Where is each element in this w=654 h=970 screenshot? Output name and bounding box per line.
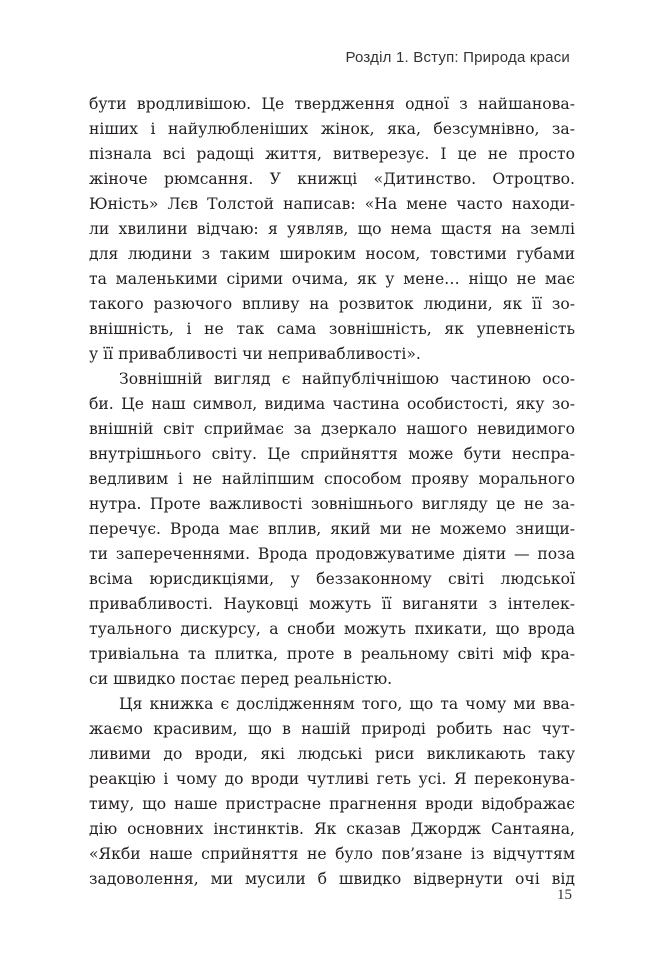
text-line: ніших і найулюбленіших жінок, яка, безсумнівно, за- [89, 120, 575, 138]
text-line: у її привабливості чи непривабливості». [89, 345, 421, 363]
text-line: такого разючого впливу на розвиток людини, як її зо- [89, 295, 575, 313]
text-line: для людини з таким широким носом, товстими губами [89, 245, 575, 263]
text-line: внішність, і не так сама зовнішність, як упевненість [89, 320, 575, 338]
text-line: реакцію і чому до вроди чутливі геть усі. Я переконува- [89, 770, 575, 788]
paragraph [89, 692, 575, 892]
text-line: тривіальна та плитка, проте в реальному світі міф кра- [89, 645, 575, 663]
text-line: ли хвилини відчаю: я уявляв, що нема щастя на землі [89, 220, 575, 238]
text-line: всіма юрисдикціями, у беззаконному світі людської [89, 570, 575, 588]
paragraph [89, 367, 575, 692]
text-line: туального дискурсу, а сноби можуть пхикати, що врода [89, 620, 575, 638]
page-number: 15 [557, 887, 572, 903]
running-head: Розділ 1. Вступ: Природа краси [345, 49, 570, 66]
text-line: бути вродливішою. Це твердження одної з найшанова- [89, 95, 575, 113]
text-line: ти запереченнями. Врода продовжуватиме діяти — поза [89, 545, 575, 563]
text-line: би. Це наш символ, видима частина особистості, яку зо- [89, 395, 575, 413]
text-line: ведливим і не найліпшим способом прояву морального [89, 470, 575, 488]
text-line: дію основних інстинктів. Як сказав Джордж Сантаяна, [89, 820, 575, 838]
text-line: тиму, що наше пристрасне прагнення вроди відображає [89, 795, 575, 813]
text-line: Зовнішній вигляд є найпублічнішою частиною осо- [119, 370, 575, 388]
text-line: Ця книжка є дослідженням того, що та чому ми вва- [119, 695, 575, 713]
text-line: ливими до вроди, які людські риси викликають таку [89, 745, 575, 763]
paragraph [89, 92, 575, 367]
text-line: та маленькими сірими очима, як у мене… ніщо не має [89, 270, 575, 288]
text-line: Юність» Лєв Толстой написав: «На мене часто находи- [89, 195, 575, 213]
text-line: нутра. Проте важливості зовнішнього вигляду це не за- [89, 495, 575, 513]
text-line: внутрішнього світу. Це сприйняття може бути неспра- [89, 445, 575, 463]
text-line: жаємо красивим, що в нашій природі робить нас чут- [89, 720, 575, 738]
text-line: перечує. Врода має вплив, який ми не можемо знищи- [89, 520, 575, 538]
text-line: си швидко постає перед реальністю. [89, 670, 393, 688]
text-line: жіноче рюмсання. У книжці «Дитинство. Отроцтво. [89, 170, 575, 188]
text-line: задоволення, ми мусили б швидко відвернути очі від [89, 870, 575, 888]
text-line: внішній світ сприймає за дзеркало нашого невидимого [89, 420, 575, 438]
text-line: пізнала всі радощі життя, витверезує. І це не просто [89, 145, 575, 163]
body-text [89, 92, 575, 892]
text-line: привабливості. Науковці можуть її виганяти з інтелек- [89, 595, 575, 613]
text-line: «Якби наше сприйняття не було пов’язане із відчуттям [89, 845, 575, 863]
